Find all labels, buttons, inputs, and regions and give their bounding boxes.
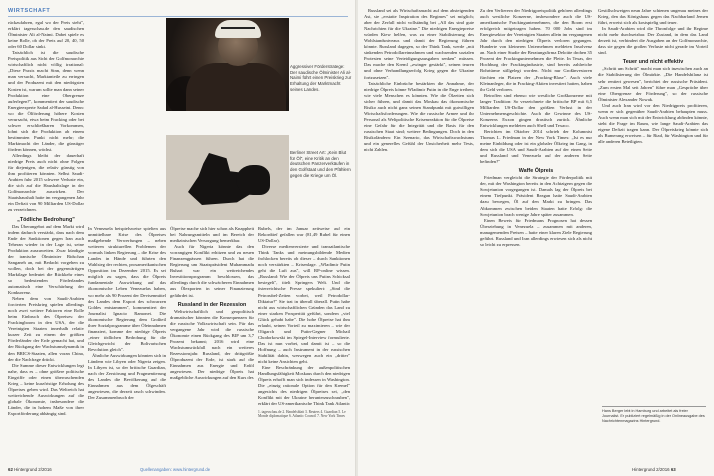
right-footer bbox=[632, 467, 676, 472]
right-column-3 bbox=[598, 8, 708, 398]
paragraph: Friedman vergleicht die Strategie der Förderpolitik mit der, mit der Washington bereits in den Achtzigern gegen die Sowjetunion vorgegangen ist. Damals lag der Ölpreis bei einem Tiefpunkt. Präsident Reagan hatte Saudi-Arabien dazu bewegen, Öl auf den Markt zu bringen. Das Abkommen zwischen beiden Staaten hatte Erfolg: die Sowjetunion brach wenige Jahre später zusammen. bbox=[480, 175, 592, 217]
paragraph: Und auch Iran wird vor den Niedrigpreis profitieren, wenn er sich gegenüber Saudi-Arabien behaupten muss. Auch wenn man sich mit der Entwicklung abfinden könnte, steht die Frage im Raum, wie lange Saudi-Arabien das eigene Defizit tragen kann. Der Ölpreiskrieg könnte sich als Bumerang erweisen – für Riad, für Washington und für alle anderen Beteiligten. bbox=[598, 102, 708, 144]
paragraph: Einen Beweis für Friedmans Prognosen hat dessen Überziehung in Venezuela – zusammen mit anderen, managemenden Preisen – hatte einer klaren Ziele Regierung geführt. Russland und Iran allerdings erwiesen sich als nicht so leicht zu erpressen. bbox=[480, 217, 592, 247]
paragraph: Tatsächlich ist die saudische Preispolitik aus Sicht der Golfmonarchie wirtschaftlich nicht völlig irrational: „Diese Praxis macht Sinn, denn wenn man versucht, Marktanteile zu erringen und der Produzent mit den niedrigsten Kosten ist, warum sollte man dann seiner Produktion eine Obergrenze auferlegen?", kommentiert der saudische Energieexperte Sadad al-Husseini. Denn: wo die Ölförderung höhere Kosten verursacht, etwa beim Fracking oder bei schwer erschließbaren Vorkommen, lohnt sich die Produktion ab einem bestimmten Punkt nicht mehr; die Marktmacht der Länder, die günstiger fördern können, wächst. bbox=[8, 50, 84, 152]
paragraph: Betroffen sind ebenso wie westliche Großkonzerne mit langer Tradition: So verzeichnete die britische BP mit 6,5 Milliarden US-Dollar den größten Verlust in der Unternehmensgeschichte. Auch die Gewinne des US-Konzerns Exxon gingen drastisch zurück. Ähnliche Entwicklungen meldeten auch Shell und Texaco. bbox=[480, 92, 592, 128]
left-column-1 bbox=[8, 20, 84, 464]
right-column-2 bbox=[480, 8, 592, 464]
footnotes: 1. tagesschau.de 2. Handelsblatt 3. Reuters 4. Guardian 5. Le Monde diplomatique 6. Atlantic Council 7. New York Times bbox=[258, 410, 346, 419]
paragraph: Das Überangebot auf dem Markt wird indem dadurch verstärkt, dass nach dem Ende der Sanktionen gegen Iran auch Teheran wieder in der Lage ist, seine Produktion auszuweiten. Zwar kündigte der iranische Ölminister Bidschan Sanganeh an, mit Bedacht vorgehen zu wollen, doch bei der gegenwärtigen Marktlage bedeutet die Rückkehr eines so bedeutenden Förderlandes automatisch eine Verschärfung der Konkurrenz. bbox=[8, 223, 84, 296]
page-number: 63 bbox=[670, 467, 676, 472]
section-kicker: WIRTSCHAFT bbox=[8, 8, 51, 14]
paragraph: In Venezuela beispielsweise spielten aus unmittelbare Krise des Ölpreises maßgebende Verwerfungen – neben weiteren strukturellen Problemen der vormals linken Regierung – die Krise des Landes in Hände und führten den Wahlsieg der rechten, prosamerikanischen Opposition im Dezember 2015. Es sei möglich zu sagen, dass die Ölpreis fundamentale Auswirkung auf das ökonomische Leben Venezuelas haben, wo mehr als 90 Prozent der Devisenmittel des Landes dem Export des schwarzen Goldes entstammen", kommentiert der Journalist Ignacio Ramonet. Die ökonomische Regierung dem Großteil ihrer Sozialprogramme über Öleinnahmen finanziert, komme der niedrige Ölpreis „einer tödlichen Bedrohung für die Gleichgewicht der Bolivarischen Revolution gleich". bbox=[88, 226, 166, 352]
subheading: „Tödliche Bedrohung" bbox=[17, 216, 75, 223]
paragraph: Weltwirtschaftlich und geopolitisch dramatischer könnten die Konsequenzen für die russische Volkswirtschaft sein. Für das vergangene Jahr wird die russische Ökonomie einen Rückgang des BIP um 3,7 Prozent bekannt; 2016 wird eine Wachstumsrückfall nach ein weiteres Rezessionsjahr. Russland, der drittgrößte Ölproduzent der Erde, ist stark auf die Einnahmen aus Energie und Erdöl angewiesen. Der niedrige Ölpreis hat maßgebliche Auswirkungen auf den Kurs des bbox=[170, 308, 254, 381]
kicker-rule bbox=[8, 16, 348, 17]
sources-link[interactable]: Quellenangaben: www.hintergrund.de bbox=[140, 467, 211, 472]
paragraph: Tatsächliche Einbrüche bestärkten die Annahme, der niedrige Ölpreis könne Wladimir Putin in die Enge treiben; wie viele Menschen es könnten. Wie die Ölzeiten sich sicher führen, und damit das Moskau das ökonomische Risiko auch nicht ganz seinen Standpunkt mit gutwilligen Wirtschaftsforderungen. Wie die russische Armee und ihr Personal als Weltpolitische Krisenreaktion für die Ölpreise eine Gefahr für die Integrität und die Basis für den russischen Staat sind; weitere Bedingungen. Doch in den Risikoländern: Ein Szenario, das Wirtschaftswachstums und ein generelles Gefühl der Unsicherheit mehr Tests, nicht Zahlen. bbox=[364, 80, 474, 153]
magazine-issue: Hintergrund 2/2016 bbox=[14, 467, 52, 472]
left-column-4 bbox=[258, 226, 350, 406]
street-art-photo bbox=[166, 135, 289, 220]
paragraph: Berichten im Oktober 2014 schrieb der Kolumnist Thomas L. Friedman in der New York Times: „Ist es nur meine Einbildung oder ist ein globaler Ölkrieg im Gang, in dem sich die USA und Saudi-Arabien auf der einen Seite und Russland und Venezuela auf der anderen Seite befinden?" bbox=[480, 128, 592, 165]
paragraph: Diverse medienversierte und transatlantische Think Tanks und meinungsbildende Medien frohlocken bereits ob dieser – durch Sanktionen noch verstärkten – Krisenlage. „Wladimir Putin geht die Luft aus", will RP-online wissen. „Russland: Wie der Ölpreis uns Putins Schicksal besiegelt", titelt Springers Welt. Und die österreichische Presse spekuliert: „Sind die Petrorubel-Zeiten vorbei, weil Petrodollar-Diktatur?" Sie trat in überall überall. Putin habe nicht aus wirtschaftlichen Gründen das Land zu einer starken Prosperität geführt, sondern „viel Glück gehabt habe". Die hohe Ölpreise hat ihm erlaubt, seinen Vorteil zu maximieren – wie der Oligarch und Putin-Gegner Michail Chodorkowski im Spiegel-Interview formulierte. Das ist nun vorbei, und damit ist – so die Hoffnung – auch Instrument in der russischen Stabilität dahin, weswegen auch ein „dritter" nicht keine Ansichten geht. bbox=[258, 244, 350, 365]
paragraph: rückzufahren, egal wo der Preis steht", erklärt tagesschau.de den saudischen Ölminister Ali al-Naimi. Dabei spiele es keine Rolle, ob der Preis auf 20, 40, 50 oder 60 Dollar sinkt. bbox=[8, 20, 84, 50]
author-note: Hans Berger lebt in Hamburg und arbeitet als freier Journalist. Er publiziert regelmäßig in der Onlineausgabe des Nachrichtenmagazins Hintergrund. bbox=[602, 406, 706, 424]
paragraph: Zu den Verlierern der Niedrigpreispolitik gehören allerdings auch westliche Konzerne, insbesondere auch die US-amerikanische Frackingunternehmen, die den Boom erst erfolgreich mitgetragen haben. 70 000 Jobs sind im Energiesektor der Vereinigten Staaten allein im vergangenen Jahr durch den niedrigen Ölpreis verloren gegangen. Hunderte von kleineren Unternehmen meldeten Insolvenz an. Nach einer Studie der Beratungsfirma Deloitte drohen 35 Prozent der Frackingunternehmen die Pleite. In Texas, der Hochburg der Frackingindustrie, sind bereits zahlreiche Bohrtürme stillgelegt worden. Nicht nur Großinvestoren fürchten ein Platzen der „Fracking-Blase". Auch viele Kleinanleger, die in Fracking-Aktien investiert hatten, haben ihr Geld verloren. bbox=[480, 8, 592, 92]
right-page bbox=[358, 0, 714, 476]
left-column-2 bbox=[88, 226, 166, 464]
paragraph: Auch für Nigeria könnte das den vorrangigen Konflikt erhitzen und zu neuen Finanzengpässen führen. Durch hat die Regierung um Staatspräsident Muhammadu Buhari war ein weitreichendes Investitionsprogramm beschlossen, das allerdings durch die schwächeren Einnahmen aus Ölexporten in seiner Finanzierung gefährdet ist. bbox=[170, 244, 254, 298]
paragraph: Ähnliche Auswirkungen könnten sich in Ländern wie Libyen oder Nigeria zeigen. In Libyen ist, so der britische Guardian, nach der Zerstörung und Fragmentierung des Landes die Bevölkerung auf die Einnahmen aus dem Ölgeschäft angewiesen, die derzeit rasch schwinden. Der Zusammenbruch der bbox=[88, 352, 166, 401]
paragraph: „Schritt um Schritt" macht man sich inzwischen auch an die Stabilisierung der Ölmärkte. „Die Handelsbilanz ist sehr rentiert gewesen", berichtet der russische Präsident. „Zum ersten Mal seit Jahren" führe man „Gespräche über eine Obergrenze der Förderung", so der russische Ölminister Alexander Nowak. bbox=[598, 66, 708, 102]
paragraph: Neben dem von Saudi-Arabien forcierten Preiskrieg spielen allerdings noch zwei weitere Faktoren eine Rolle beim Einbruch des Ölpreises: der Frackingboom in den USA, der die Vereinigten Staaten innerhalb relativ kurzer Zeit zu einem der größten Förderländer der Erde gemacht hat, und der Rückgang der Wachstumsdynamik in den BRICS-Staaten, allen voran China, der die Nachfrage drückt. bbox=[8, 296, 84, 362]
subheading: Waffe Ölpreis bbox=[518, 168, 554, 175]
paragraph: Allerdings bleibt der dauerhaft niedrige Preis auch nicht ohne Folgen für diejenigen, die relativ günstig von ihm profitieren könnten. Selbst Saudi-Arabien fuhr 2015 schwere Verluste ein, die sich auf die Haushaltslage in der Golfmonarchie auswirken. Der Staatshaushalt hatte im vergangenen Jahr ein Defizit von 90 Milliarden US-Dollar zu verzeichnen. bbox=[8, 153, 84, 213]
left-page bbox=[0, 0, 356, 476]
paragraph: Rubels, der im Januar zeitweise auf ein Rekordtief gefallen war (81,49 Rubel für einen US-Dollar). bbox=[258, 226, 350, 244]
paragraph: Gestillschweigen neun Jahre schienen ungenau meines der Krieg, den das Königshaus gegen das Nachbarland Jemen führt, erweist sich als kostspielig und teuer. bbox=[598, 8, 708, 26]
left-footer bbox=[8, 467, 52, 472]
page-number: 62 bbox=[8, 467, 13, 472]
paragraph: Russland sei als Wirtschaftsmacht auf dem absteigenden Ast, sie „erstatte Inspiration des Regimes" sei möglich; aber der Zerfall nicht vollständig bei „All das sind gute Nachrichten für die Ukraine." Die niedrigen Energiepreise würden Kiew helfen, was zu einer Stabilisierung des Wohlstandsniveaus und damit der Regierung führen könnte. Russland dagegen, so der Think Tank, werde „mit sinkenden Petrodollareinnahmen und wachsenden sozialen Protesten seine Verteidigungsausgaben senken" müssen. Das mache den Kreml „zwinger gestärkt", seinen teuren und ohne Verhandlungserfolg Krieg gegen die Ukraine fortzusetzen". bbox=[364, 8, 474, 80]
paragraph: In Saudi-Arabien wird die Thronfolge und ihr Regime nicht mehr durchsetzbar. Der Zustand, in dem das Land derzeit ist, verhindert die Ausgaben an der Golfmonarchie, dass sie gegen die großen Verluste nicht gerade im Vorteil sind. bbox=[598, 26, 708, 56]
right-column-1 bbox=[364, 8, 474, 464]
magazine-issue: Hintergrund 2/2016 bbox=[632, 467, 670, 472]
subheading: Teuer und nicht effektiv bbox=[622, 59, 684, 66]
paragraph: Ölpreise mache sich hier schon als Knappheit bei Nahrungsmitteln und im Bereich der medizinischen Versorgung bemerkbar. bbox=[170, 226, 254, 244]
subheading: Russland in der Rezession bbox=[177, 301, 247, 308]
photo-caption-2: Berliner Street Art: „Kein Blut für Öl", eine Kritik an den deutschen Panzerverkäufen in den Golfstaat und den Pfählern gegen die Kriege um Öl. bbox=[290, 150, 351, 178]
photo-caption-1: Aggressiver Förderstratege: Der saudische Ölminister Ali al-Naimi führt einen Preiskrieg zur Erhaltung der Marktmacht seines Landes. bbox=[290, 64, 352, 92]
paragraph: Eine Beschränkung der außenpolitischen Handlungsfähigkeit Moskaus durch den niedrigen Ölpreis erhofft man sich indessen in Washington. Die „einzig rationale Option für den Kremel" angesichts des niedrigen Ölpreises sei, „den Konflikt mit der Ukraine herunterzuschrauben", erklärt der US-amerikanische Think Tank Atlantic bbox=[258, 365, 350, 406]
left-column-3 bbox=[170, 226, 254, 464]
portrait-photo bbox=[166, 18, 289, 111]
paragraph: Die Summe dieser Entwicklungen legt nahe, dass es – ohne größere politische Eingriffe oder einen überraschenden Krieg – keine kurzfristige Erholung des Ölpreises geben wird. Das Weltreich hat weitreichende Auswirkungen auf die globale Ökonomie, insbesondere die Länder, die in hohem Maße von ihrer Exportförderung abhängig sind. bbox=[8, 362, 84, 416]
